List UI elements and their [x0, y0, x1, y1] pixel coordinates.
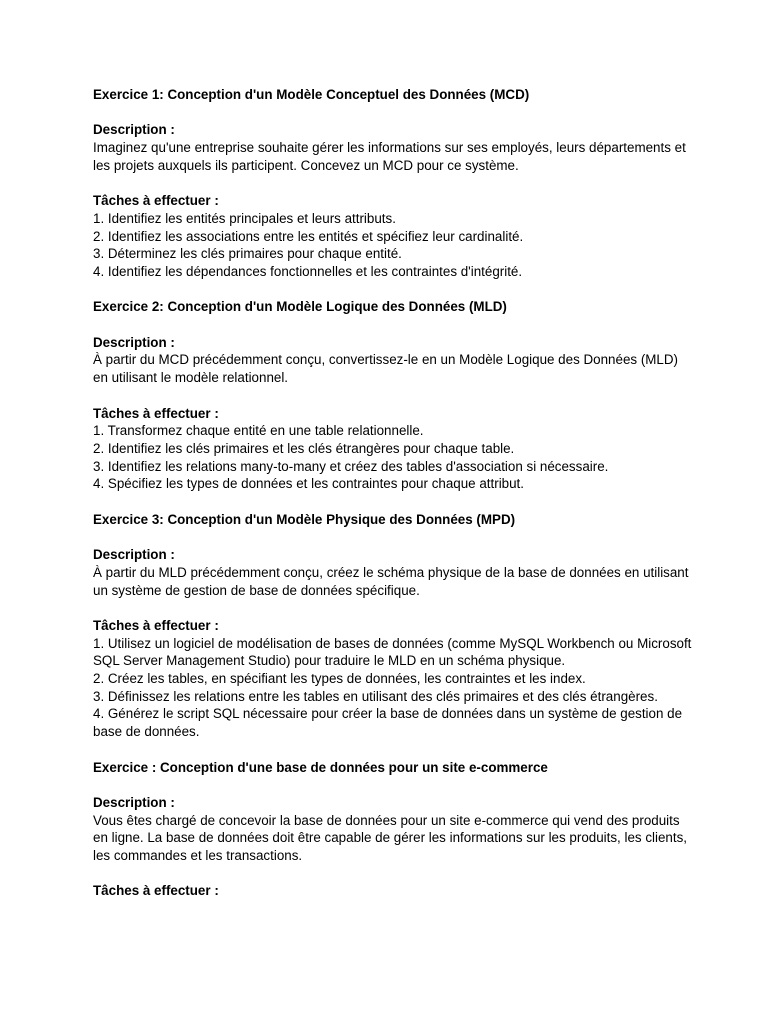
exercise-4-tasks-label: Tâches à effectuer :: [93, 883, 219, 899]
exercise-1-description: Imaginez qu'une entreprise souhaite gérer les informations sur ses employés, leurs départements et les projets auxquels ils participent. Concevez un MCD pour ce système.: [93, 140, 686, 173]
exercise-3: [93, 511, 693, 741]
exercise-3-title: Exercice 3: Conception d'un Modèle Physique des Données (MPD): [93, 511, 516, 527]
exercise-1-description-label: Description :: [93, 122, 175, 138]
task-item: 3. Identifiez les relations many-to-many et créez des tables d'association si nécessaire.: [93, 458, 609, 474]
spacer: [93, 316, 693, 334]
exercise-3-description: À partir du MLD précédemment conçu, créez le schéma physique de la base de données en utilisant un système de gestion de base de données spécifique.: [93, 564, 689, 598]
task-item: 1. Utilisez un logiciel de modélisation de bases de données (comme MySQL Workbench ou Microsoft SQL Server Management Studio) pour traduire le MLD en un schéma physique.: [93, 635, 692, 669]
task-item: 4. Identifiez les dépendances fonctionnelles et les contraintes d'intégrité.: [93, 264, 523, 279]
spacer: [93, 281, 693, 299]
exercise-3-description-label: Description :: [93, 547, 175, 563]
spacer: [93, 175, 693, 193]
task-item: 3. Définissez les relations entre les tables en utilisant des clés primaires et des clés étrangères.: [93, 688, 658, 704]
exercise-2: [93, 298, 693, 493]
task-item: 2. Identifiez les clés primaires et les clés étrangères pour chaque table.: [93, 440, 515, 456]
exercise-3-tasks-label: Tâches à effectuer :: [93, 617, 219, 633]
spacer: [93, 865, 693, 883]
task-item: 1. Transformez chaque entité en une table relationnelle.: [93, 423, 424, 439]
exercise-2-task-list: [93, 422, 693, 493]
exercise-4-description: Vous êtes chargé de concevoir la base de données pour un site e-commerce qui vend des produits en ligne. La base de données doit être capable de gérer les informations sur les produits, les clients, les commandes et les transactions.: [93, 812, 688, 864]
exercise-1-title: Exercice 1: Conception d'un Modèle Conceptuel des Données (MCD): [93, 87, 530, 102]
exercise-1-task-list: [93, 210, 693, 281]
exercise-1-tasks-label: Tâches à effectuer :: [93, 193, 219, 209]
document-page: [93, 86, 693, 900]
spacer: [93, 104, 693, 122]
task-item: 2. Identifiez les associations entre les entités et spécifiez leur cardinalité.: [93, 228, 524, 244]
spacer: [93, 741, 693, 759]
exercise-3-task-list: [93, 635, 693, 741]
exercise-2-title: Exercice 2: Conception d'un Modèle Logique des Données (MLD): [93, 299, 507, 315]
spacer: [93, 776, 693, 794]
exercise-2-description: À partir du MCD précédemment conçu, convertissez-le en un Modèle Logique des Données (MLD) en utilisant le modèle relationnel.: [93, 352, 679, 386]
task-item: 1. Identifiez les entités principales et leurs attributs.: [93, 210, 396, 226]
spacer: [93, 387, 693, 405]
task-item: 2. Créez les tables, en spécifiant les types de données, les contraintes et les index.: [93, 671, 586, 687]
exercise-1: [93, 86, 693, 281]
spacer: [93, 599, 693, 617]
exercise-2-description-label: Description :: [93, 334, 175, 350]
task-item: 4. Spécifiez les types de données et les contraintes pour chaque attribut.: [93, 476, 524, 492]
exercise-4: [93, 759, 693, 901]
task-item: 3. Déterminez les clés primaires pour chaque entité.: [93, 246, 402, 262]
task-item: 4. Générez le script SQL nécessaire pour créer la base de données dans un système de gestion de base de données.: [93, 706, 683, 740]
exercise-4-description-label: Description :: [93, 794, 175, 810]
spacer: [93, 528, 693, 546]
spacer: [93, 493, 693, 511]
exercise-4-title: Exercice : Conception d'une base de données pour un site e-commerce: [93, 759, 548, 775]
exercise-2-tasks-label: Tâches à effectuer :: [93, 405, 219, 421]
